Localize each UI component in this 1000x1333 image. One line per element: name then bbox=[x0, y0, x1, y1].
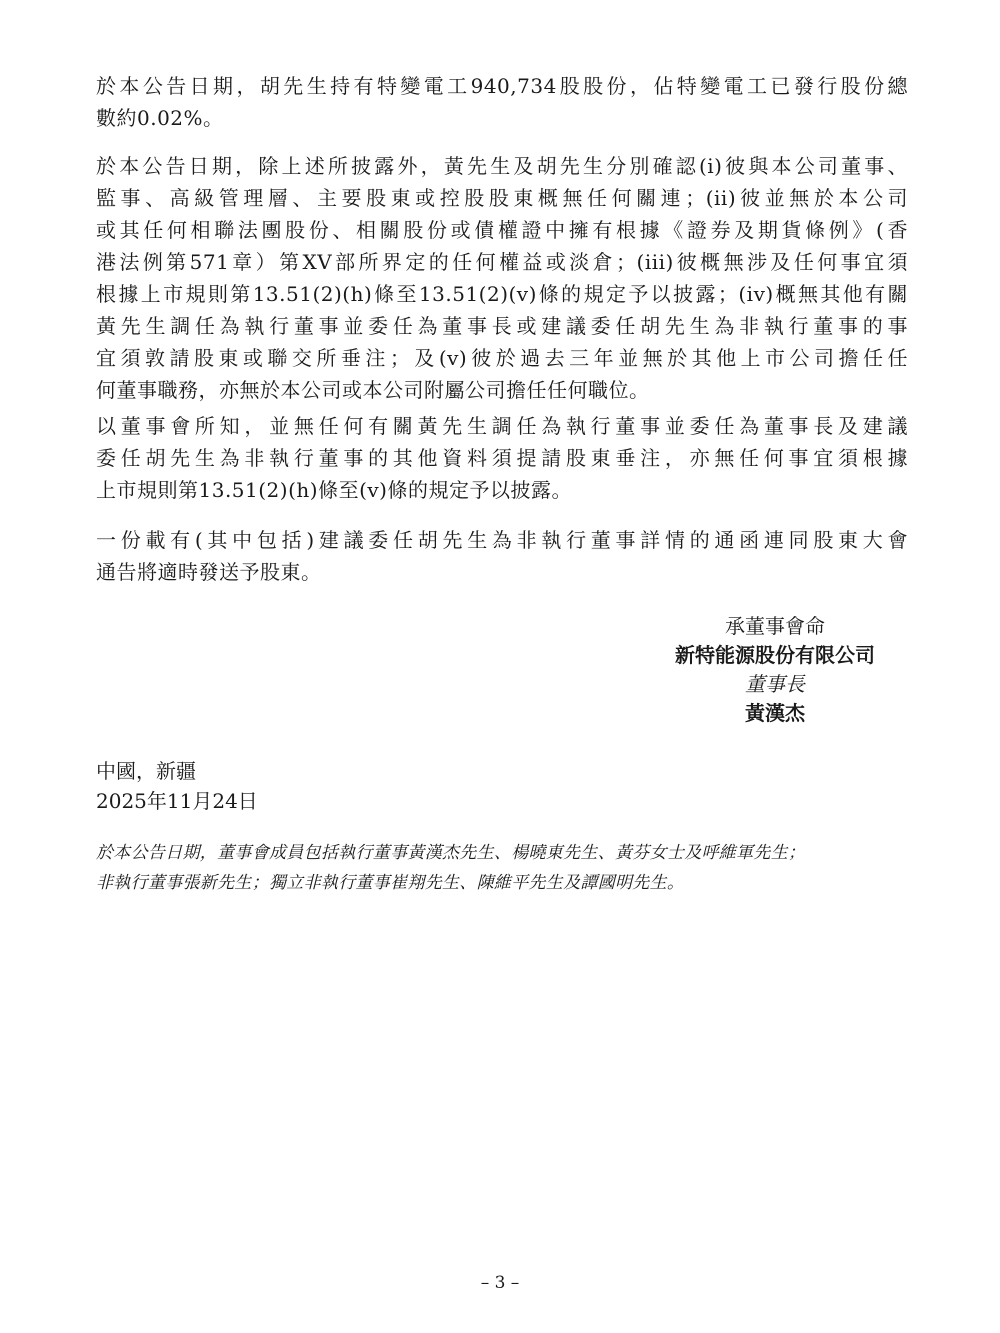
paragraph-board-knowledge bbox=[96, 410, 908, 506]
paragraph-line: 數約0.02%。 bbox=[96, 106, 224, 130]
paragraph-shareholding bbox=[96, 70, 908, 134]
paragraph-line: 監事、高級管理層、主要股東或控股股東概無任何關連；(ii)彼並無於本公司 bbox=[96, 186, 908, 210]
paragraph-line: 港法例第571章）第XV部所界定的任何權益或淡倉；(iii)彼概無涉及任何事宜須 bbox=[96, 250, 908, 274]
paragraph-line: 於本公告日期，胡先生持有特變電工940,734股股份，佔特變電工已發行股份總 bbox=[96, 74, 908, 98]
paragraph-line: 黃先生調任為執行董事並委任為董事長或建議委任胡先生為非執行董事的事 bbox=[96, 314, 908, 338]
paragraph-line: 委任胡先生為非執行董事的其他資料須提請股東垂注，亦無任何事宜須根據 bbox=[96, 446, 908, 470]
footnote-line: 於本公告日期，董事會成員包括執行董事黃漢杰先生、楊曉東先生、黃芬女士及呼維軍先生； bbox=[96, 843, 806, 863]
paragraph-line: 通告將適時發送予股東。 bbox=[96, 560, 322, 584]
board-composition-footnote bbox=[96, 838, 908, 898]
signatory-name: 黃漢杰 bbox=[745, 701, 805, 725]
company-name: 新特能源股份有限公司 bbox=[675, 643, 875, 667]
page-number: – 3 – bbox=[480, 1273, 520, 1293]
paragraph-line: 根據上市規則第13.51(2)(h)條至13.51(2)(v)條的規定予以披露；(iv)概無其他有關 bbox=[96, 282, 908, 306]
paragraph-circular bbox=[96, 524, 908, 588]
paragraph-line: 一份載有(其中包括)建議委任胡先生為非執行董事詳情的通函連同股東大會 bbox=[96, 528, 908, 552]
by-order-text: 承董事會命 bbox=[725, 614, 825, 638]
paragraph-line: 或其任何相聯法團股份、相關股份或債權證中擁有根據《證券及期貨條例》(香 bbox=[96, 218, 908, 242]
place-date-block bbox=[96, 756, 258, 816]
paragraph-line: 何董事職務，亦無於本公司或本公司附屬公司擔任任何職位。 bbox=[96, 378, 650, 402]
paragraph-confirmations bbox=[96, 150, 908, 406]
paragraph-line: 上市規則第13.51(2)(h)條至(v)條的規定予以披露。 bbox=[96, 478, 572, 502]
footnote-line: 非執行董事張新先生；獨立非執行董事崔翔先生、陳維平先生及譚國明先生。 bbox=[96, 873, 685, 893]
date-text: 2025年11月24日 bbox=[96, 789, 258, 813]
signatory-title: 董事長 bbox=[745, 672, 805, 696]
paragraph-line: 以董事會所知，並無任何有關黃先生調任為執行董事並委任為董事長及建議 bbox=[96, 414, 908, 438]
paragraph-line: 宜須敦請股東或聯交所垂注；及(v)彼於過去三年並無於其他上市公司擔任任 bbox=[96, 346, 908, 370]
place-text: 中國，新疆 bbox=[96, 759, 196, 783]
paragraph-line: 於本公告日期，除上述所披露外，黃先生及胡先生分別確認(i)彼與本公司董事、 bbox=[96, 154, 908, 178]
signature-block bbox=[645, 612, 905, 728]
